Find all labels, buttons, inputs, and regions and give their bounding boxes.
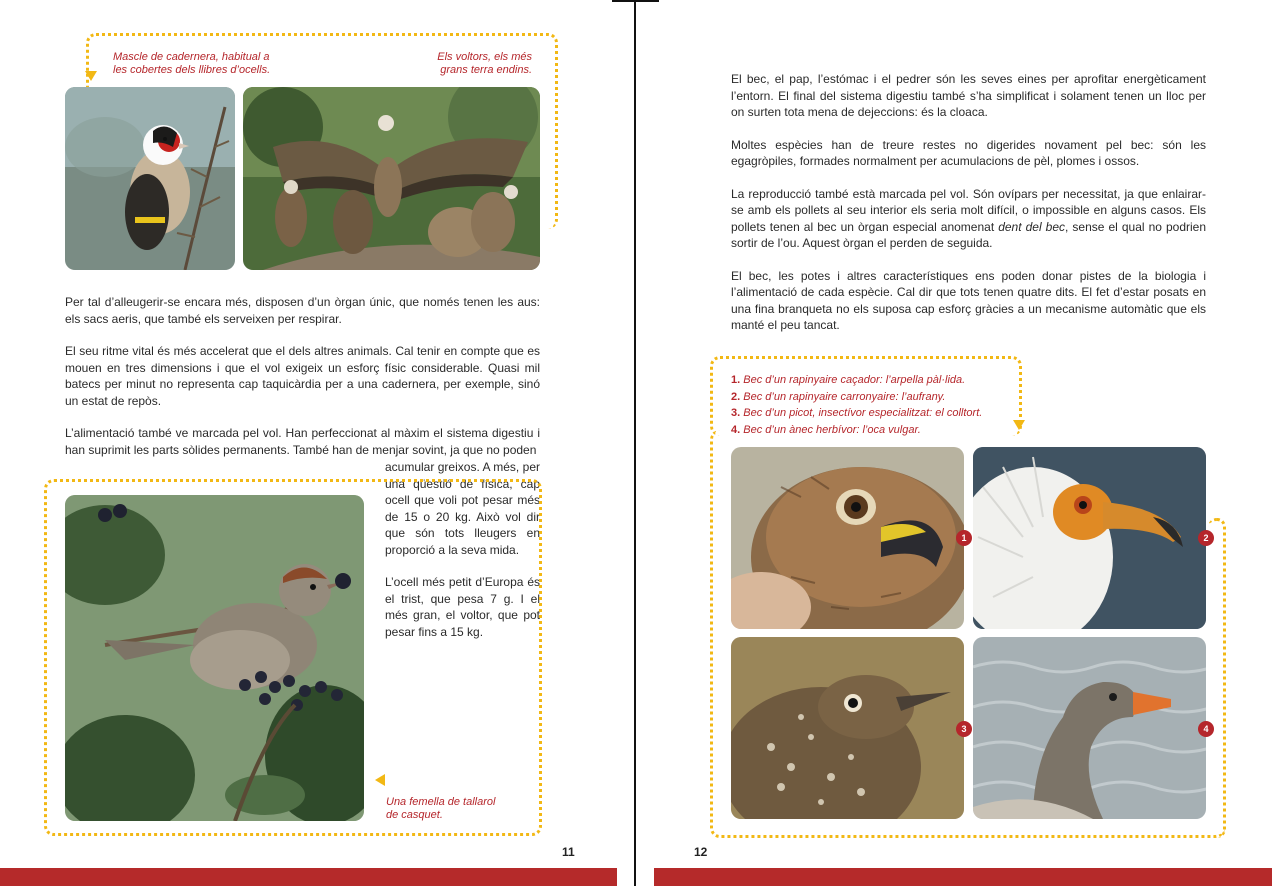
capercaillie-beak-photo [731,637,964,819]
goose-beak-photo [973,637,1206,819]
paragraph: El seu ritme vital és més accelerat que el dels altres animals. Cal tenir en compte que es mouen en tres dimensions i que el vol exigeix un esforç físic considerable. Quasi mil batecs per minut no representa cap taquicàrdia per a una cadernera, per exemple, sinó un estat de repòs. [65,344,540,408]
beak-list [731,372,982,438]
caption-line: les cobertes dels llibres d’ocells. [113,64,271,76]
beak-list-item [731,422,982,439]
caption-line: de casquet. [386,809,443,821]
goldfinch-photo [65,87,235,270]
caption-line: Una femella de tallarol [386,796,496,808]
dotted-frame-beaks-side [1208,518,1226,838]
beak-list-item [731,372,982,389]
caption-line: Els voltors, els més [437,51,532,63]
vultures-photo [243,87,540,270]
item-text: Bec d’un picot, insectívor especialitzat: el colltort. [743,407,983,419]
right-text-block [731,71,1206,350]
caption-goldfinch [113,51,313,77]
caption-blackcap [386,796,536,822]
blackcap-photo [65,495,364,821]
paragraph: acumular greixos. A més, per una qüestió de física, cap ocell que voli pot pesar més de 15 o 20 kg. Això vol dir que són tots lleugers en proporció a la seva mida. [385,460,540,557]
item-number: 4. [731,423,741,436]
photo-badge-3: 3 [956,721,972,737]
paragraph: L’alimentació també ve marcada pel vol. Han perfeccionat al màxim el sistema digestiu i han suprimit les parts sòlides permanents. També han de menjar sovint, ja que no poden [65,426,540,457]
left-text-block [65,294,540,458]
vulture-beak-photo [973,447,1206,629]
item-text: Bec d’un rapinyaire caçador: l’arpella pàl·lida. [743,374,966,386]
crop-mark [612,0,659,2]
photo-badge-4: 4 [1198,721,1214,737]
item-number: 3. [731,407,741,419]
spine-line [634,0,636,886]
item-text: Bec d’un rapinyaire carronyaire: l’aufrany. [743,390,946,403]
paragraph: Moltes espècies han de treure restes no digerides novament pel bec: són les egagròpiles, formades normalment per acumulacions de pèl, plomes i ossos. [731,137,1206,168]
photo-badge-1: 1 [956,530,972,546]
page-number: 11 [562,845,575,859]
caption-arrow-beaks [1013,420,1025,430]
caption-line: grans terra endins. [440,64,532,76]
harrier-beak-photo [731,447,964,629]
emphasis-term: dent del bec [998,219,1066,234]
paragraph: El bec, les potes i altres característiques ens poden donar pistes de la biologia i l’alimentació de cada espècie. Cal dir que tots tenen quatre dits. El fet d’estar posats en una fina branqueta no els suposa cap esforç gràcies a un mecanisme automàtic que els manté el peu tancat. [731,268,1206,332]
item-number: 2. [731,390,741,403]
text-run: , sense el qual no podrien sortir de l’ou. Aquest òrgan el perden de seguida. [731,219,1206,250]
caption-vultures [420,51,532,77]
caption-arrow-blackcap [375,774,385,786]
item-number: 1. [731,374,741,386]
caption-arrow-goldfinch [85,71,97,81]
photo-badge-2: 2 [1198,530,1214,546]
footer-bar [0,868,617,886]
beak-list-item [731,405,982,422]
caption-line: Mascle de cadernera, habitual a [113,51,270,63]
text-run: La reproducció també està marcada pel vol. Són ovípars per necessitat, ja que enlairar-se amb els pollets al seu interior els seria molt difícil, o impossible en alguns casos. Els pollets tenen al bec un òrgan especial anomenat [731,186,1206,234]
paragraph-reproduction [731,186,1206,252]
beak-list-item [731,389,982,406]
item-text: Bec d’un ànec herbívor: l’oca vulgar. [743,423,921,436]
footer-bar [654,868,1272,886]
page-number: 12 [694,845,708,859]
paragraph: Per tal d’alleugerir-se encara més, disposen d’un òrgan únic, que només tenen les aus: els sacs aeris, que també els serveixen per respirar. [65,295,540,326]
paragraph: El bec, el pap, l’estómac i el pedrer són les seves eines per aprofitar energèticament l’entorn. El final del sistema digestiu també s’ha simplificat i solament tenen un lloc per on surten tota mena de dejeccions: és la cloaca. [731,72,1206,119]
paragraph: L’ocell més petit d’Europa és el trist, que pesa 7 g. I el més gran, el voltor, que pot pesar fins a 15 kg. [385,575,540,639]
